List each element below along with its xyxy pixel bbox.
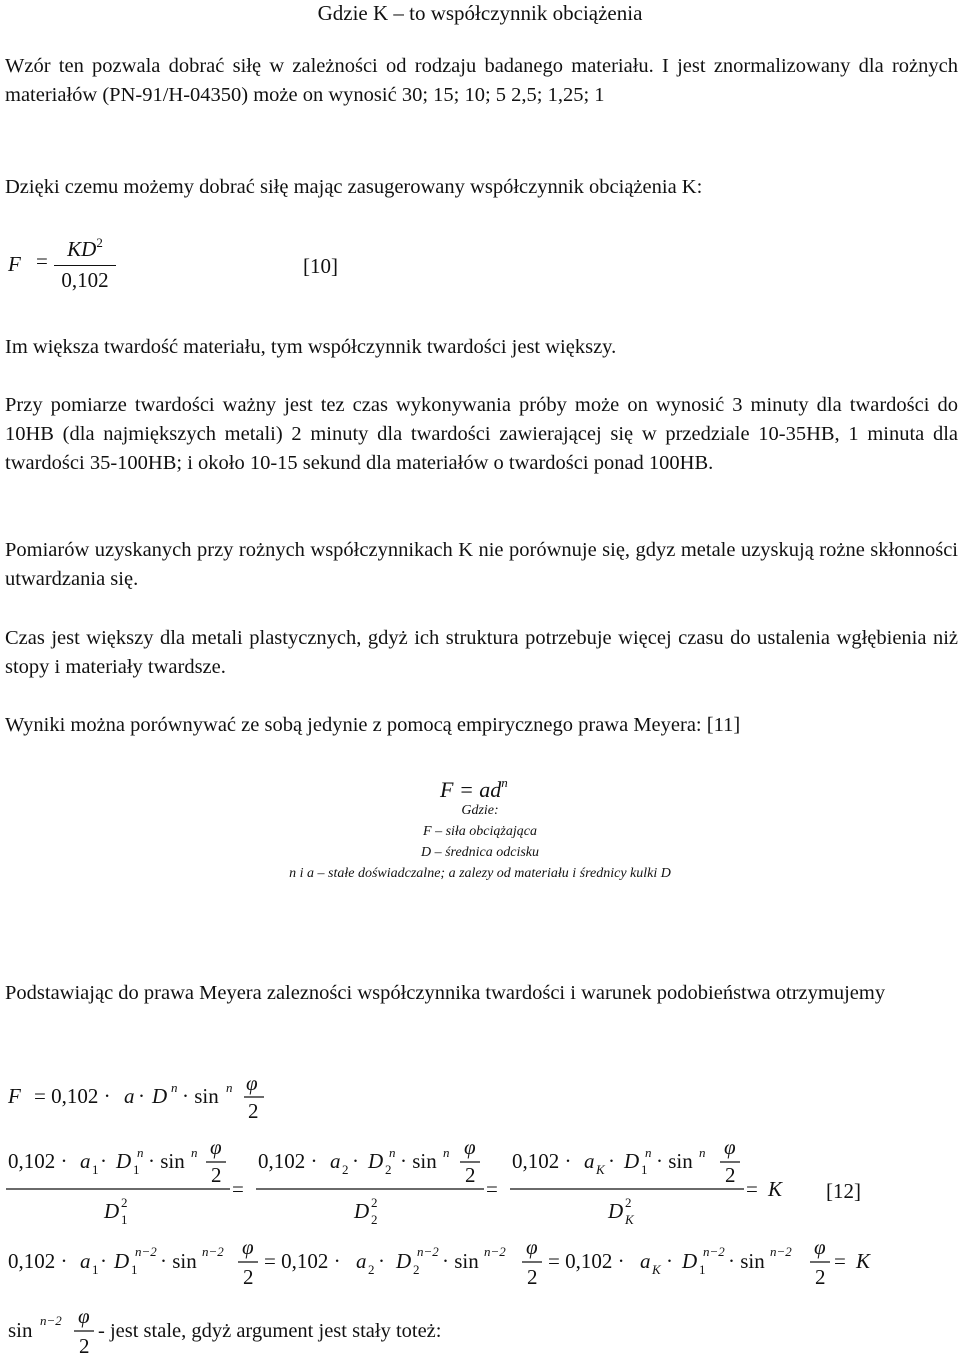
svg-text:2: 2 — [342, 1162, 349, 1177]
svg-text:n: n — [171, 1080, 178, 1095]
paragraph-plastic: Czas jest większy dla metali plastycznych, gdyż ich struktura potrzebuje więcej czasu do ustalenia wgłębienia niż stopy i materiały twardsze. — [5, 627, 958, 678]
svg-text:· sin: · sin — [442, 1249, 479, 1273]
svg-text:D: D — [624, 1149, 640, 1173]
formula-10-ref: [10] — [303, 254, 338, 278]
meyer-legend-force: F – siła obciążająca — [423, 824, 537, 839]
svg-text:n−2: n−2 — [135, 1244, 157, 1259]
svg-text:n: n — [645, 1145, 652, 1160]
svg-text:D: D — [116, 1149, 132, 1173]
svg-text:D: D — [682, 1249, 698, 1273]
svg-text:φ: φ — [814, 1235, 826, 1259]
equation-row-1 — [7, 1071, 264, 1123]
svg-text:D: D — [354, 1199, 370, 1223]
svg-text:D: D — [396, 1249, 412, 1273]
paragraph-load-factor: Dzięki czemu możemy dobrać siłę mając zasugerowany współczynnik obciążenia K: — [5, 176, 703, 198]
svg-text:D: D — [608, 1199, 624, 1223]
svg-text:n: n — [191, 1145, 198, 1160]
meyer-legend-constants: n i a – stałe doświadczalne; a zalezy od materiału i średnicy kulki D — [289, 866, 671, 881]
svg-text:a: a — [80, 1149, 91, 1173]
svg-text:0,102 ·: 0,102 · — [8, 1149, 68, 1173]
svg-text:n: n — [443, 1145, 450, 1160]
svg-text:·: · — [100, 1149, 107, 1173]
paragraph-meyer: Wyniki można porównywać ze sobą jedynie z pomocą empirycznego prawa Meyera: [11] — [5, 714, 741, 736]
svg-text:1: 1 — [133, 1162, 140, 1177]
svg-text:a: a — [330, 1149, 341, 1173]
svg-text:D: D — [104, 1199, 120, 1223]
svg-text:n−2: n−2 — [417, 1244, 439, 1259]
svg-text:2: 2 — [385, 1162, 392, 1177]
svg-text:=: = — [232, 1177, 244, 1201]
svg-text:n−2: n−2 — [703, 1244, 725, 1259]
svg-text:·: · — [100, 1249, 107, 1273]
meyer-formula: $F = ad^n$ — [440, 775, 508, 802]
svg-text:φ: φ — [464, 1135, 476, 1159]
last-line-text: - jest stale, gdyż argument jest stały toteż: — [98, 1320, 442, 1342]
svg-text:2: 2 — [625, 1195, 632, 1210]
formula-10-eq: = — [36, 249, 48, 273]
svg-text:K: K — [768, 1177, 783, 1201]
svg-text:φ: φ — [242, 1235, 254, 1259]
svg-text:1: 1 — [641, 1162, 648, 1177]
svg-text:n: n — [699, 1145, 706, 1160]
svg-text:K: K — [652, 1262, 661, 1277]
meyer-legend-header: Gdzie: — [461, 803, 499, 818]
svg-text:a: a — [356, 1249, 367, 1273]
svg-text:0,102 ·: 0,102 · — [512, 1149, 572, 1173]
formula-10-lhs: F — [8, 252, 21, 276]
svg-text:K: K — [625, 1212, 634, 1227]
svg-text:1: 1 — [121, 1212, 128, 1227]
svg-text:n−2: n−2 — [484, 1244, 506, 1259]
paragraph-substitution: Podstawiając do prawa Meyera zalezności współczynnika twardości i warunek podobieństwa otrzymujemy — [5, 982, 886, 1004]
svg-text:2: 2 — [371, 1212, 378, 1227]
svg-text:·: · — [378, 1249, 385, 1273]
svg-text:φ: φ — [246, 1071, 258, 1095]
formula-10-denominator: 0,102 — [61, 268, 109, 292]
svg-text:· sin: · sin — [182, 1084, 219, 1108]
svg-text:2: 2 — [527, 1265, 538, 1289]
paragraph-intro: Wzór ten pozwala dobrać siłę w zależności od rodzaju badanego materiału. I jest znormalizowany dla rożnych materiałów (PN-91/H-04350) może on wynosić 30; 15; 10; 5 2,5; 1,25; 1 — [5, 55, 958, 106]
svg-text:2: 2 — [725, 1163, 736, 1187]
svg-text:·: · — [666, 1249, 673, 1273]
svg-text:·: · — [352, 1149, 359, 1173]
svg-text:=: = — [834, 1249, 846, 1273]
paragraph-time: Przy pomiarze twardości ważny jest tez czas wykonywania próby może on wynosić 3 minuty dla twardości do 10HB (dla najmiększych metali) 2 minuty dla twardości zawierającej się w przedziale 10-35HB, 1 minuta dla twardości 35-100HB; i około 10-15 sekund dla materiałów o twardości ponad 100HB. — [5, 394, 958, 474]
svg-text:n: n — [389, 1145, 396, 1160]
svg-text:1: 1 — [131, 1262, 138, 1277]
svg-text:2: 2 — [413, 1262, 420, 1277]
svg-text:· sin: · sin — [728, 1249, 765, 1273]
svg-text:F: F — [8, 1084, 21, 1108]
svg-text:0,102 ·: 0,102 · — [8, 1249, 68, 1273]
svg-text:a: a — [124, 1084, 135, 1108]
equation-row-2 — [6, 1135, 861, 1227]
heading: Gdzie K – to współczynnik obciążenia — [317, 1, 643, 25]
svg-text:· sin: · sin — [148, 1149, 185, 1173]
svg-text:0,102 ·: 0,102 · — [258, 1149, 318, 1173]
svg-text:D: D — [114, 1249, 130, 1273]
svg-text:a: a — [584, 1149, 595, 1173]
svg-text:2: 2 — [243, 1265, 254, 1289]
svg-text:2: 2 — [815, 1265, 826, 1289]
derivation-equations — [0, 1068, 960, 1357]
svg-text:φ: φ — [724, 1135, 736, 1159]
svg-text:K: K — [596, 1162, 605, 1177]
svg-text:n−2: n−2 — [202, 1244, 224, 1259]
formula-10-exponent: 2 — [96, 235, 103, 250]
paragraph-comparison: Pomiarów uzyskanych przy rożnych współczynnikach K nie porównuje się, gdyz metale uzyskują rożne skłonności utwardzania się. — [5, 539, 958, 590]
svg-text:· sin: · sin — [400, 1149, 437, 1173]
svg-text:2: 2 — [368, 1262, 375, 1277]
svg-text:2: 2 — [371, 1195, 378, 1210]
svg-text:D: D — [368, 1149, 384, 1173]
svg-text:·: · — [138, 1084, 145, 1108]
svg-text:1: 1 — [92, 1262, 99, 1277]
svg-text:= 0,102 ·: = 0,102 · — [34, 1084, 111, 1108]
svg-text:φ: φ — [210, 1135, 222, 1159]
svg-text:2: 2 — [211, 1163, 222, 1187]
svg-text:=: = — [746, 1177, 758, 1201]
svg-text:n: n — [137, 1145, 144, 1160]
svg-text:sin: sin — [8, 1318, 33, 1342]
svg-text:= 0,102 ·: = 0,102 · — [548, 1249, 625, 1273]
svg-text:φ: φ — [78, 1304, 90, 1328]
svg-text:2: 2 — [248, 1099, 259, 1123]
svg-text:2: 2 — [465, 1163, 476, 1187]
equation-row-4 — [8, 1304, 441, 1357]
svg-text:1: 1 — [699, 1262, 706, 1277]
svg-text:D: D — [152, 1084, 168, 1108]
svg-text:n−2: n−2 — [770, 1244, 792, 1259]
formula-10-fraction — [54, 236, 116, 291]
svg-text:1: 1 — [92, 1162, 99, 1177]
equation-row-3 — [8, 1235, 871, 1289]
meyer-legend-diameter: D – średnica odcisku — [420, 845, 540, 860]
svg-text:2: 2 — [121, 1195, 128, 1210]
svg-text:n: n — [226, 1080, 233, 1095]
svg-text:a: a — [640, 1249, 651, 1273]
svg-text:= 0,102 ·: = 0,102 · — [264, 1249, 341, 1273]
svg-text:· sin: · sin — [656, 1149, 693, 1173]
equation-12-ref: [12] — [826, 1179, 861, 1203]
svg-text:K: K — [856, 1249, 871, 1273]
svg-text:n−2: n−2 — [40, 1313, 62, 1328]
svg-text:2: 2 — [79, 1334, 90, 1357]
svg-text:·: · — [608, 1149, 615, 1173]
svg-text:φ: φ — [526, 1235, 538, 1259]
svg-text:=: = — [486, 1177, 498, 1201]
svg-text:· sin: · sin — [160, 1249, 197, 1273]
svg-text:a: a — [80, 1249, 91, 1273]
formula-10-numerator: KD — [67, 237, 97, 261]
paragraph-hardness: Im większa twardość materiału, tym współczynnik twardości jest większy. — [5, 336, 617, 358]
